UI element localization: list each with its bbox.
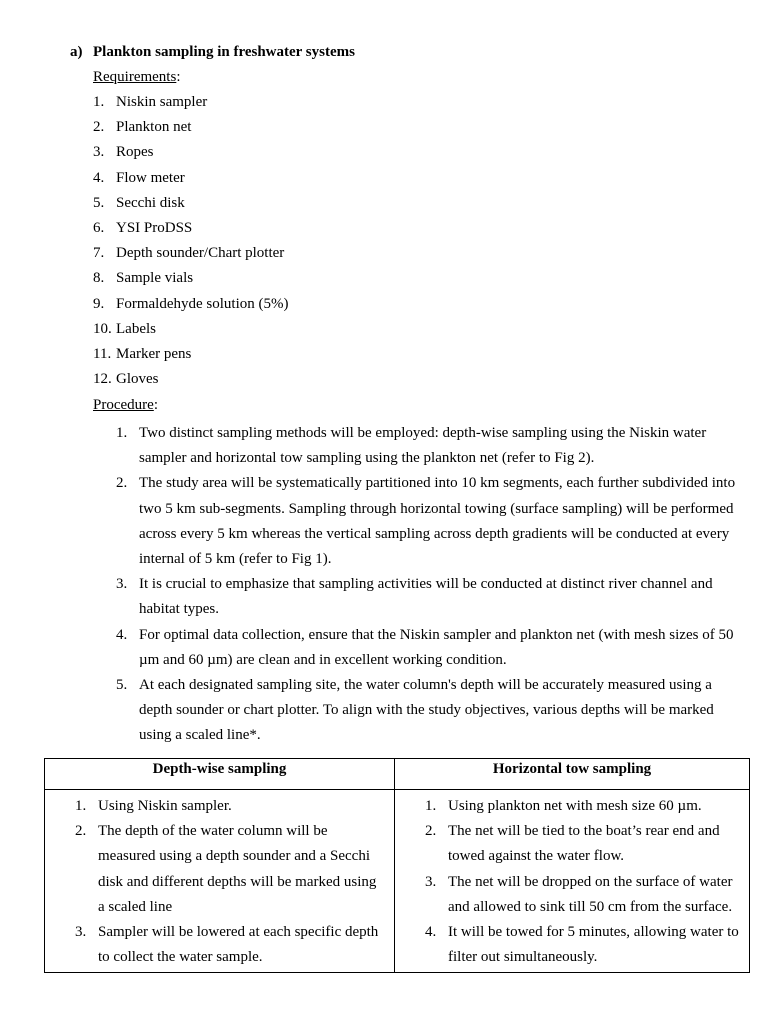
list-item <box>45 819 386 920</box>
list-item <box>395 870 745 920</box>
list-item <box>45 794 386 819</box>
section-heading <box>70 43 355 61</box>
list-item <box>93 169 288 194</box>
step-text: Using Niskin sampler. <box>98 798 232 814</box>
list-item <box>93 370 288 395</box>
item-text: Formaldehyde solution (5%) <box>116 295 289 312</box>
list-item <box>116 673 736 749</box>
list-item <box>395 794 745 819</box>
procedure-heading: Procedure: <box>93 397 158 413</box>
step-text: It will be towed for 5 minutes, allowing water to filter out simultaneously. <box>448 924 739 966</box>
horizontal-tow-list <box>395 790 749 972</box>
item-number: 5. <box>93 194 105 211</box>
depth-wise-header <box>45 759 395 790</box>
step-number: 1. <box>116 425 128 441</box>
header-text: Horizontal tow sampling <box>492 761 652 777</box>
requirements-list <box>93 93 288 395</box>
item-text: Ropes <box>116 144 154 161</box>
list-item <box>395 819 745 869</box>
horizontal-tow-header <box>395 759 750 790</box>
sampling-comparison-table <box>44 758 750 973</box>
step-number: 3. <box>75 924 87 941</box>
list-item <box>93 143 288 168</box>
step-text: Using plankton net with mesh size 60 µm. <box>448 798 702 814</box>
item-number: 8. <box>93 270 105 287</box>
list-item <box>45 920 386 970</box>
item-text: YSI ProDSS <box>116 219 193 236</box>
depth-wise-cell <box>45 790 395 973</box>
header-text: Depth-wise sampling <box>152 761 287 777</box>
step-number: 1. <box>425 798 437 814</box>
item-text: Depth sounder/Chart plotter <box>116 245 285 262</box>
step-text: The depth of the water column will be measured using a depth sounder and a Secchi disk and different depths will be marked using a scaled line <box>98 823 377 915</box>
horizontal-tow-cell <box>395 790 750 973</box>
list-item <box>93 295 288 320</box>
step-number: 4. <box>425 924 437 941</box>
table-header-row <box>45 759 750 790</box>
section-title: Plankton sampling in freshwater systems <box>93 44 355 60</box>
list-item <box>93 118 288 143</box>
item-number: 10. <box>93 320 112 337</box>
list-item <box>93 345 288 370</box>
list-item <box>116 623 736 673</box>
step-text: The net will be tied to the boat’s rear end and towed against the water flow. <box>448 823 720 865</box>
list-item <box>395 920 745 970</box>
item-text: Flow meter <box>116 169 185 186</box>
list-item <box>93 93 288 118</box>
step-text: Two distinct sampling methods will be employed: depth-wise sampling using the Niskin water sampler and horizontal tow sampling using the plankton net (refer to Fig 2). <box>139 425 707 467</box>
depth-wise-list <box>45 790 394 972</box>
item-text: Labels <box>116 320 156 337</box>
procedure-list <box>116 421 736 749</box>
table-row <box>45 790 750 973</box>
step-number: 1. <box>75 798 87 814</box>
list-item <box>116 471 736 572</box>
item-text: Niskin sampler <box>116 94 208 110</box>
item-number: 2. <box>93 119 105 136</box>
step-text: The study area will be systematically partitioned into 10 km segments, each further subdivided into two 5 km sub-segments. Sampling through horizontal towing (surface sampling) will be performed across every 5 km whereas the vertical sampling across depth gradients will be conducted at every internal of 5 km (refer to Fig 1). <box>139 475 736 568</box>
item-number: 11. <box>93 345 112 362</box>
item-number: 12. <box>93 371 112 388</box>
step-text: For optimal data collection, ensure that the Niskin sampler and plankton net (with mesh sizes of 50 µm and 60 µm) are clean and in excellent working condition. <box>139 626 734 668</box>
step-text: Sampler will be lowered at each specific depth to collect the water sample. <box>98 924 379 966</box>
item-text: Secchi disk <box>116 194 185 211</box>
item-number: 4. <box>93 169 105 186</box>
item-text: Marker pens <box>116 345 192 362</box>
item-number: 7. <box>93 245 105 262</box>
step-number: 3. <box>116 576 128 593</box>
section-letter: a) <box>70 44 83 60</box>
step-number: 4. <box>116 626 128 643</box>
item-text: Sample vials <box>116 270 194 287</box>
list-item <box>93 320 288 345</box>
requirements-heading: Requirements: <box>93 69 181 85</box>
step-number: 2. <box>425 823 437 840</box>
item-number: 9. <box>93 295 105 312</box>
item-number: 6. <box>93 219 105 236</box>
item-text: Plankton net <box>116 119 192 136</box>
item-text: Gloves <box>116 371 159 388</box>
step-text: It is crucial to emphasize that sampling activities will be conducted at distinct river channel and habitat types. <box>139 576 713 618</box>
step-number: 5. <box>116 677 128 694</box>
item-number: 1. <box>93 94 105 110</box>
step-text: The net will be dropped on the surface of water and allowed to sink till 50 cm from the surface. <box>448 873 733 915</box>
list-item <box>116 421 736 471</box>
list-item <box>93 194 288 219</box>
step-text: At each designated sampling site, the water column's depth will be accurately measured using a depth sounder or chart plotter. To align with the study objectives, various depths will be marked using a scaled line*. <box>139 677 714 744</box>
step-number: 2. <box>116 475 128 492</box>
item-number: 3. <box>93 144 105 161</box>
list-item <box>93 244 288 269</box>
list-item <box>116 572 736 622</box>
requirements-label: Requirements <box>93 69 177 85</box>
step-number: 2. <box>75 823 87 840</box>
list-item <box>93 269 288 294</box>
list-item <box>93 219 288 244</box>
procedure-label: Procedure <box>93 397 154 413</box>
step-number: 3. <box>425 873 437 890</box>
